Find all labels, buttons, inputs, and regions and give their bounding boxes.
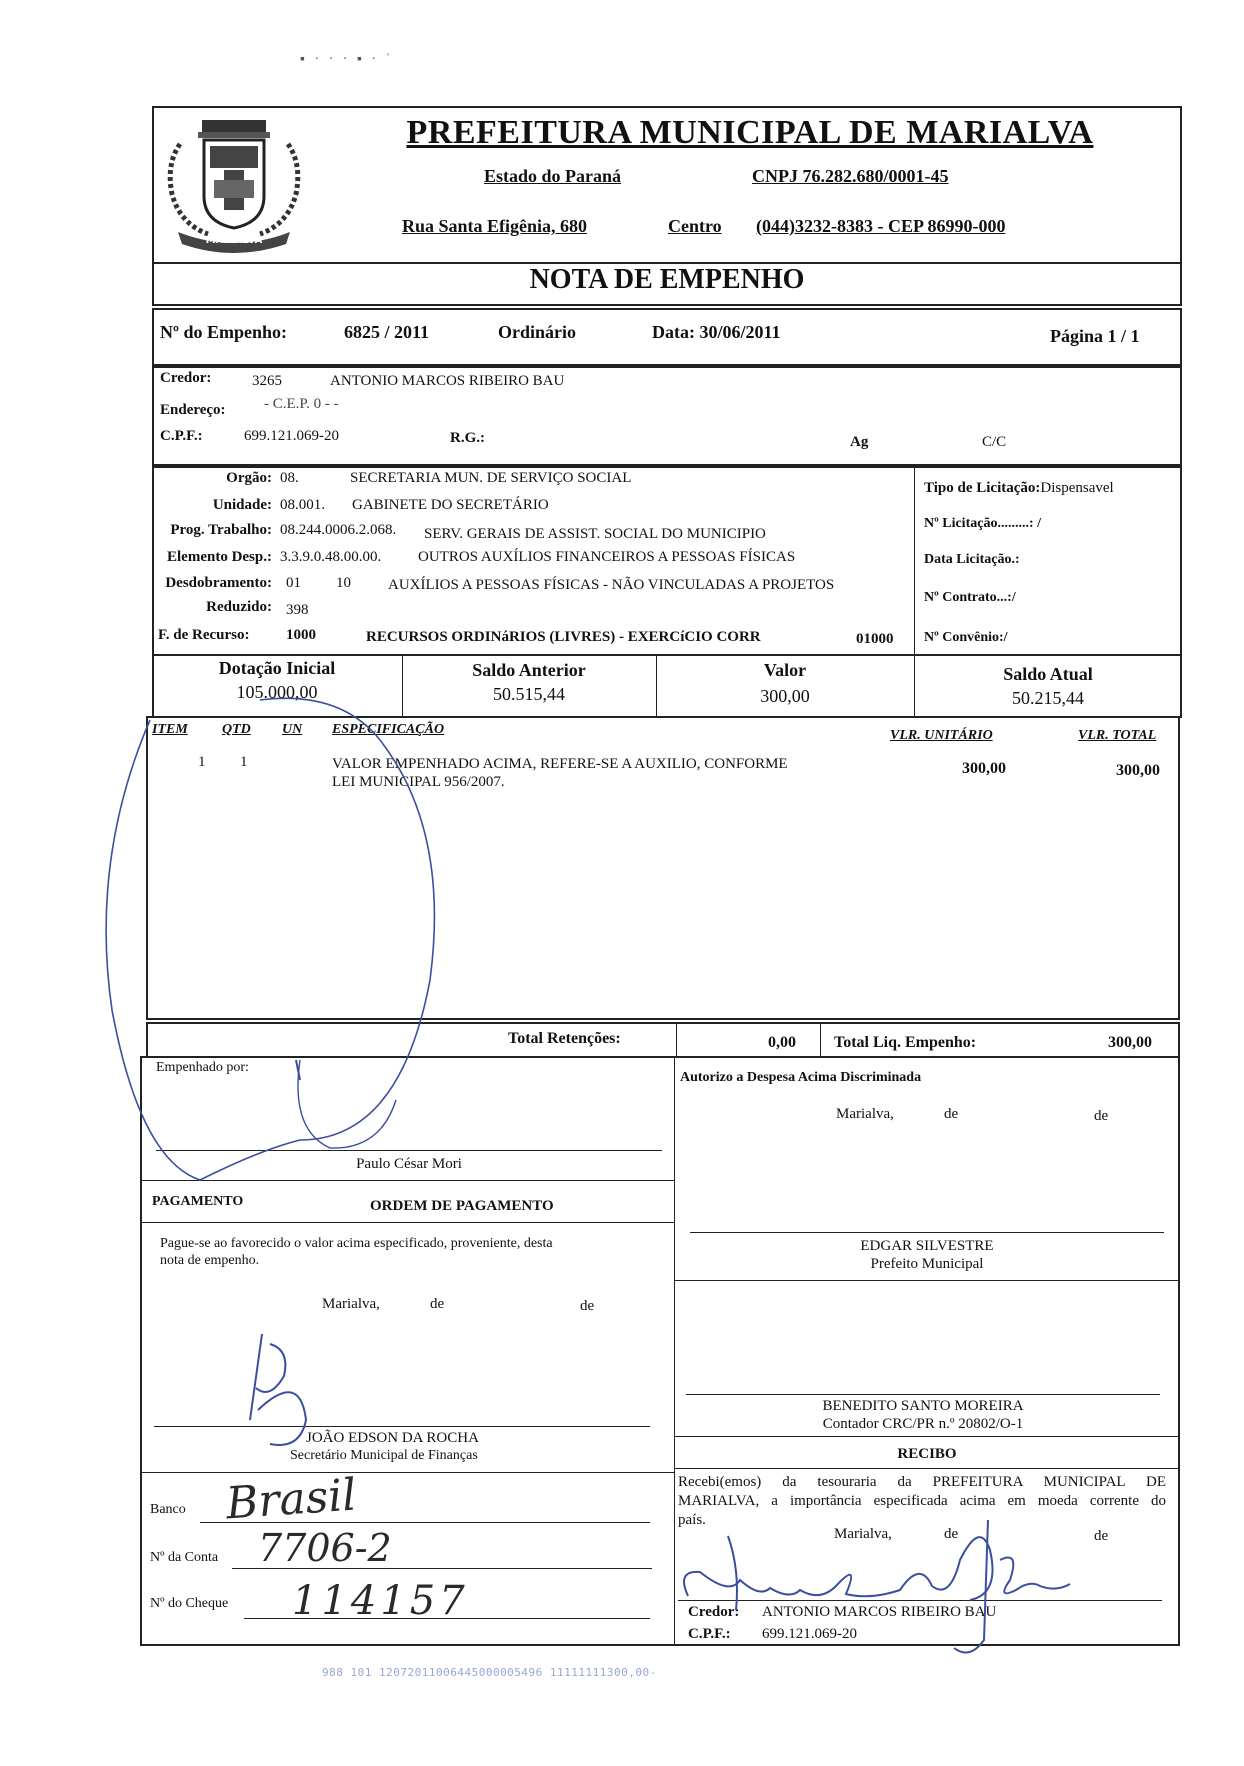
- autorizo-de1: de: [944, 1106, 959, 1122]
- banco-label: Banco: [150, 1502, 186, 1517]
- estado: Estado do Paraná: [484, 166, 622, 186]
- recibo-cidade: Marialva,: [834, 1526, 892, 1542]
- desdob-label: Desdobramento:: [165, 575, 272, 591]
- credor-box: [152, 366, 1182, 466]
- banco-handwritten: Brasil: [224, 1469, 358, 1530]
- crest-icon: [158, 104, 310, 254]
- saldo-atual-value: 50.215,44: [1012, 688, 1084, 708]
- prefeito-cargo: Prefeito Municipal: [870, 1256, 984, 1272]
- classificacao-divider: [914, 466, 915, 656]
- recibo-texto-line3: país.: [678, 1512, 706, 1528]
- cc-label: C/C: [982, 434, 1007, 450]
- col-vlr-total: VLR. TOTAL: [1078, 728, 1157, 743]
- valor-value: 300,00: [760, 686, 810, 706]
- desdob-b: 10: [336, 575, 351, 591]
- empenho-number-label: Nº do Empenho:: [160, 322, 287, 342]
- col-vlr-unitario: VLR. UNITÁRIO: [890, 728, 993, 743]
- saldo-anterior-label: Saldo Anterior: [472, 660, 586, 680]
- totais-divider-1: [676, 1022, 677, 1058]
- convenio: Nº Convênio:/: [924, 630, 1008, 645]
- page-title: [340, 114, 1160, 152]
- secretario-nome: JOÃO EDSON DA ROCHA: [306, 1430, 479, 1446]
- saldo-atual-label: Saldo Atual: [1003, 664, 1093, 684]
- dotacao-label: Dotação Inicial: [218, 658, 336, 678]
- credor-endereco: - C.E.P. 0 - -: [264, 396, 339, 412]
- autorizo-de2: de: [1094, 1108, 1109, 1124]
- ag-label: Ag: [850, 434, 869, 450]
- empenhado-bottom-rule: [140, 1180, 674, 1181]
- contador-cargo: Contador CRC/PR n.º 20802/O-1: [822, 1416, 1024, 1432]
- unidade-label: Unidade:: [212, 497, 272, 513]
- orgao-desc: SECRETARIA MUN. DE SERVIÇO SOCIAL: [350, 470, 632, 486]
- recibo-cpf-label: C.P.F.:: [688, 1626, 731, 1642]
- secretario-cargo: Secretário Municipal de Finanças: [290, 1448, 478, 1463]
- desdob-desc: AUXÍLIOS A PESSOAS FÍSICAS - NÃO VINCULADAS A PROJETOS: [388, 577, 835, 593]
- pagamento-de2: de: [580, 1298, 595, 1314]
- licitacao-data: Data Licitação.:: [924, 552, 1020, 567]
- credor-signature-line: [678, 1600, 1162, 1601]
- item-number: 1: [198, 754, 206, 770]
- recibo-cpf: 699.121.069-20: [762, 1626, 857, 1642]
- item-vlr-unitario: 300,00: [962, 760, 1006, 777]
- autorizo-label: Autorizo a Despesa Acima Discriminada: [680, 1070, 922, 1085]
- item-vlr-total: 300,00: [1116, 762, 1160, 779]
- rg-label: R.G.:: [450, 430, 485, 446]
- totais-box: [146, 1022, 1180, 1058]
- conta-handwritten: 7706-2: [258, 1526, 392, 1570]
- empenho-tipo: Ordinário: [498, 322, 577, 342]
- tipo-licitacao-label: Tipo de Licitação:: [924, 480, 1041, 496]
- elemento-desc: OUTROS AUXÍLIOS FINANCEIROS A PESSOAS FÍSICAS: [418, 549, 796, 565]
- cheque-autentication-print: 988 101 12072011006445000005496 11111111300,00-: [322, 1666, 657, 1679]
- lower-divider: [674, 1056, 675, 1646]
- recurso-desc: RECURSOS ORDINáRIOS (LIVRES) - EXERCíCIO CORR: [366, 629, 761, 645]
- saldo-anterior-value: 50.515,44: [493, 684, 565, 704]
- orgao: 08.: [280, 470, 299, 486]
- col-qtd: QTD: [222, 722, 251, 737]
- recibo-texto-line1: Recebi(emos) da tesouraria da PREFEITURA MUNICIPAL DE: [678, 1474, 1166, 1490]
- secretario-signature-line: [154, 1426, 650, 1427]
- endereco-label: Endereço:: [160, 402, 226, 418]
- telefone-cep: (044)3232-8383 - CEP 86990-000: [756, 216, 1006, 236]
- pagamento-texto-line1: Pague-se ao favorecido o valor acima especificado, proveniente, desta: [160, 1236, 553, 1251]
- pagamento-rule: [140, 1222, 674, 1223]
- dotacao-value: 105.000,00: [236, 682, 318, 702]
- recibo-de1: de: [944, 1526, 959, 1542]
- credor-codigo: 3265: [252, 373, 282, 389]
- item-espec-line1: VALOR EMPENHADO ACIMA, REFERE-SE A AUXILIO, CONFORME: [332, 756, 788, 772]
- tipo-licitacao: [924, 480, 1114, 497]
- unidade-desc: GABINETE DO SECRETÁRIO: [352, 497, 549, 513]
- recurso-label: F. de Recurso:: [158, 627, 250, 643]
- empenho-number: 6825 / 2011: [344, 322, 430, 342]
- autorizo-cidade: Marialva,: [836, 1106, 894, 1122]
- reduzido-label: Reduzido:: [206, 599, 272, 615]
- crest-banner-text: MARIALVA: [205, 235, 263, 246]
- recurso: 1000: [286, 627, 316, 643]
- secretario-bottom-rule: [140, 1472, 674, 1473]
- credor-cpf: 699.121.069-20: [244, 428, 339, 444]
- centro: Centro: [668, 216, 722, 236]
- prog: 08.244.0006.2.068.: [280, 522, 397, 538]
- cheque-handwritten: 114157: [292, 1578, 469, 1624]
- doc-title: NOTA DE EMPENHO: [529, 264, 805, 295]
- pagamento-de1: de: [430, 1296, 445, 1312]
- credor-label: Credor:: [160, 370, 212, 386]
- cpf-label: C.P.F.:: [160, 428, 203, 444]
- contador-nome: BENEDITO SANTO MOREIRA: [822, 1398, 1024, 1414]
- conta-label: Nº da Conta: [150, 1550, 219, 1565]
- elemento: 3.3.9.0.48.00.00.: [280, 549, 382, 565]
- liquido-value: 300,00: [1108, 1034, 1152, 1051]
- contrato: Nº Contrato...:/: [924, 590, 1016, 605]
- pagamento-texto-line2: nota de empenho.: [160, 1253, 260, 1268]
- col-un: UN: [282, 722, 303, 737]
- item-espec-line2: LEI MUNICIPAL 956/2007.: [332, 774, 505, 790]
- item-qtd: 1: [240, 754, 248, 770]
- pagamento-cidade: Marialva,: [322, 1296, 380, 1312]
- municipality-title: PREFEITURA MUNICIPAL DE MARIALVA: [406, 114, 1094, 151]
- retencoes-value: 0,00: [768, 1034, 796, 1051]
- totais-divider-2: [820, 1022, 821, 1058]
- empenho-data: Data: 30/06/2011: [652, 322, 781, 342]
- empenhado-signature-line: [156, 1150, 662, 1151]
- recibo-texto-line2: MARIALVA, a importância especificada acima em moeda corrente do: [678, 1493, 1166, 1509]
- col-especificacao: ESPECIFICAÇÃO: [332, 722, 445, 737]
- licitacao-numero: Nº Licitação.........: /: [924, 516, 1041, 531]
- cnpj: CNPJ 76.282.680/0001-45: [752, 166, 949, 186]
- ordem-pagamento-label: ORDEM DE PAGAMENTO: [370, 1198, 554, 1214]
- recibo-rule: [674, 1468, 1180, 1469]
- orgao-label: Orgão:: [226, 470, 272, 486]
- reduzido: 398: [286, 602, 309, 618]
- empenhado-nome: Paulo César Mori: [356, 1156, 462, 1172]
- unidade: 08.001.: [280, 497, 325, 513]
- tipo-licitacao-value: Dispensavel: [1040, 480, 1114, 496]
- contador-signature-line: [686, 1394, 1160, 1395]
- pagamento-label: PAGAMENTO: [152, 1194, 244, 1209]
- contador-bottom-rule: [674, 1436, 1180, 1437]
- top-marks: ▪ · · · ▪ · ˈ: [300, 52, 394, 67]
- recurso-cod: 01000: [856, 631, 894, 647]
- col-item: ITEM: [152, 722, 188, 737]
- recibo-label: RECIBO: [897, 1446, 957, 1462]
- prefeito-signature-line: [690, 1232, 1164, 1233]
- desdob-a: 01: [286, 575, 301, 591]
- recibo-de2: de: [1094, 1528, 1109, 1544]
- prog-label: Prog. Trabalho:: [170, 522, 272, 538]
- liquido-label: Total Liq. Empenho:: [834, 1034, 977, 1051]
- elemento-label: Elemento Desp.:: [167, 549, 272, 565]
- empenhado-label: Empenhado por:: [156, 1060, 249, 1075]
- credor-nome: ANTONIO MARCOS RIBEIRO BAU: [330, 373, 565, 389]
- recibo-credor-label: Credor:: [688, 1604, 740, 1620]
- prefeito-bottom-rule: [674, 1280, 1180, 1281]
- cheque-label: Nº do Cheque: [150, 1596, 229, 1611]
- recibo-credor-nome: ANTONIO MARCOS RIBEIRO BAU: [762, 1604, 997, 1620]
- page-number: Página 1 / 1: [1050, 326, 1140, 346]
- prefeito-nome: EDGAR SILVESTRE: [860, 1238, 994, 1254]
- valor-label: Valor: [763, 660, 807, 680]
- retencoes-label: Total Retenções:: [508, 1030, 621, 1047]
- endereco: Rua Santa Efigênia, 680: [402, 216, 588, 236]
- prog-desc: SERV. GERAIS DE ASSIST. SOCIAL DO MUNICIPIO: [424, 526, 766, 542]
